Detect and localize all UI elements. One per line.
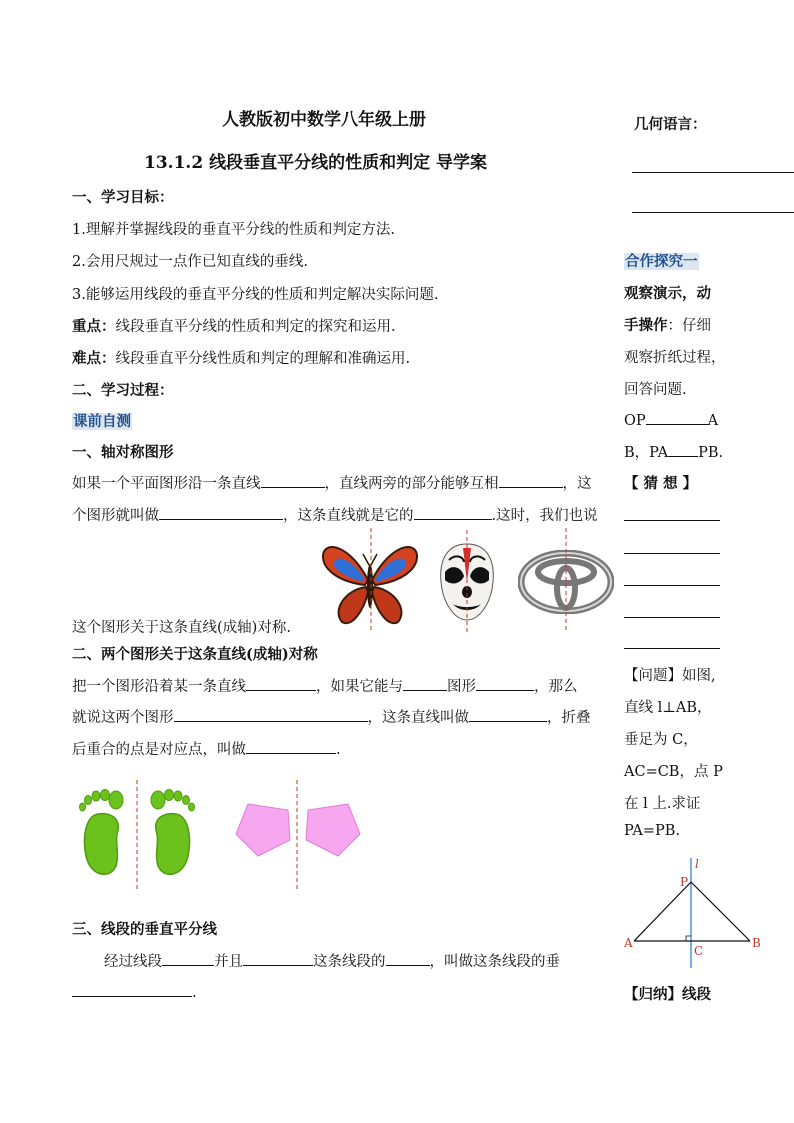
text-segment: PB. xyxy=(698,445,724,461)
axis-paragraph-line1 xyxy=(72,472,592,493)
answer-line[interactable] xyxy=(624,617,720,618)
summary-label: 【归纳】线段 xyxy=(624,986,711,1003)
answer-line[interactable] xyxy=(632,212,794,213)
fill-blank[interactable] xyxy=(246,739,336,754)
precheck-highlight: 课前自测 xyxy=(73,413,131,430)
goal-item: 2.会用尺规过一点作已知直线的垂线. xyxy=(72,254,308,270)
text-segment: ，这 xyxy=(562,476,592,492)
bisector-paragraph-line1 xyxy=(104,950,560,971)
butterfly-axis-line xyxy=(368,528,374,632)
right-angle-mark xyxy=(686,936,691,941)
fill-blank[interactable] xyxy=(162,951,214,966)
pentagon-axis-line xyxy=(294,780,300,892)
text-segment: ：仔细 xyxy=(667,318,711,334)
answer-line[interactable] xyxy=(624,648,720,649)
axis-paragraph-line2 xyxy=(72,504,598,525)
guess-label: 【 猜 想 】 xyxy=(624,475,698,492)
fill-blank[interactable] xyxy=(668,442,698,457)
answer-line[interactable] xyxy=(624,585,720,586)
fill-blank[interactable] xyxy=(646,410,708,425)
key-label: 重点： xyxy=(72,318,116,335)
fill-blank[interactable] xyxy=(476,676,534,691)
label-b: B xyxy=(752,936,761,950)
label-l: l xyxy=(695,857,699,871)
difficulty-text: 线段垂直平分线性质和判定的理解和准确运用. xyxy=(115,351,411,367)
right-footprint-icon xyxy=(146,786,196,882)
problem-line4: AC=CB，点 P xyxy=(624,764,723,780)
fill-blank[interactable] xyxy=(386,951,430,966)
observe-line3: 观察折纸过程， xyxy=(624,350,726,366)
answer-line[interactable] xyxy=(624,520,720,521)
text-segment: 这条线段的 xyxy=(313,954,386,970)
label-c: C xyxy=(694,944,704,958)
text-segment: 手操作 xyxy=(624,317,668,334)
axis-section-title: 一、轴对称图形 xyxy=(72,444,174,461)
text-segment: . xyxy=(336,742,341,758)
two-figures-title: 二、两个图形关于这条直线(成轴)对称 xyxy=(72,646,318,663)
text-segment: 经过线段 xyxy=(104,954,162,970)
text-segment: ，这条直线叫做 xyxy=(367,710,469,726)
two-paragraph-line1 xyxy=(72,675,578,696)
perpendicular-bisector-title: 三、线段的垂直平分线 xyxy=(72,921,217,938)
section-goals-title: 一、学习目标： xyxy=(72,189,174,206)
text-segment: ，折叠 xyxy=(547,710,591,726)
problem-line1: 【问题】如图, xyxy=(624,668,716,684)
mask-axis-line xyxy=(464,530,470,632)
pa-pb-question xyxy=(624,441,723,462)
fill-blank[interactable] xyxy=(246,676,316,691)
text-segment: 图形 xyxy=(447,679,476,695)
observe-line4: 回答问题. xyxy=(624,382,687,398)
text-segment: ，这条直线就是它的 xyxy=(283,508,414,524)
text-segment: ，直线两旁的部分能够互相 xyxy=(324,476,499,492)
section-process-title: 二、学习过程： xyxy=(72,382,174,399)
axis-paragraph-line3: 这个图形关于这条直线(成轴)对称. xyxy=(72,620,291,636)
fill-blank[interactable] xyxy=(72,982,192,997)
segment-pb xyxy=(691,882,750,941)
fill-blank[interactable] xyxy=(403,676,447,691)
text-segment: . xyxy=(192,985,197,1001)
left-footprint-icon xyxy=(78,786,128,882)
page-title: 人教版初中数学八年级上册 xyxy=(222,110,426,130)
text-segment: .这时，我们也说 xyxy=(491,508,598,524)
fill-blank[interactable] xyxy=(469,707,547,722)
logo-axis-line xyxy=(563,528,569,632)
text-segment: A xyxy=(707,413,719,429)
text-segment: B，PA xyxy=(624,445,669,461)
problem-line6: PA=PB. xyxy=(624,823,681,839)
text-segment: 并且 xyxy=(214,954,243,970)
two-paragraph-line3 xyxy=(72,738,341,759)
text-segment: 如果一个平面图形沿一条直线 xyxy=(72,476,261,492)
cooperation-highlight: 合作探究一 xyxy=(625,253,698,270)
label-p: P xyxy=(680,875,689,889)
text-segment: OP xyxy=(624,413,646,429)
difficulty-point xyxy=(72,347,410,368)
cooperation-label xyxy=(624,250,699,271)
fill-blank[interactable] xyxy=(159,505,283,520)
goal-item: 3.能够运用线段的垂直平分线的性质和判定解决实际问题. xyxy=(72,287,439,303)
observe-line1: 观察演示，动 xyxy=(624,285,711,302)
text-segment: ，如果它能与 xyxy=(316,679,403,695)
two-paragraph-line2 xyxy=(72,706,591,727)
right-pentagon-shape xyxy=(302,800,364,860)
segment-pa xyxy=(634,882,691,941)
fill-blank[interactable] xyxy=(243,951,313,966)
fill-blank[interactable] xyxy=(174,707,368,722)
answer-line[interactable] xyxy=(632,172,794,173)
left-pentagon-shape xyxy=(232,800,294,860)
goal-item: 1.理解并掌握线段的垂直平分线的性质和判定方法. xyxy=(72,222,395,238)
text-segment: 个图形就叫做 xyxy=(72,508,159,524)
triangle-figure xyxy=(622,852,772,972)
page-subtitle: 13.1.2 线段垂直平分线的性质和判定 导学案 xyxy=(144,153,487,173)
fill-blank[interactable] xyxy=(499,473,563,488)
answer-line[interactable] xyxy=(624,553,720,554)
text-segment: 就说这两个图形 xyxy=(72,710,174,726)
precheck-label xyxy=(72,410,132,431)
fill-blank[interactable] xyxy=(414,505,492,520)
key-point xyxy=(72,315,396,336)
label-a: A xyxy=(624,936,633,950)
op-question xyxy=(624,410,718,429)
observe-line2 xyxy=(624,314,711,335)
problem-line5: 在 l 上.求证 xyxy=(624,796,701,812)
text-segment: ，叫做这条线段的垂 xyxy=(429,954,560,970)
bisector-paragraph-line2 xyxy=(72,982,197,1001)
problem-line2: 直线 l⊥AB， xyxy=(624,700,712,716)
fill-blank[interactable] xyxy=(261,473,325,488)
footprint-axis-line xyxy=(134,780,140,892)
text-segment: ，那么 xyxy=(534,679,578,695)
text-segment: 后重合的点是对应点，叫做 xyxy=(72,742,246,758)
difficulty-label: 难点： xyxy=(72,350,116,367)
problem-line3: 垂足为 C， xyxy=(624,732,698,748)
geometry-language-label: 几何语言： xyxy=(634,116,707,133)
key-text: 线段垂直平分线的性质和判定的探究和运用. xyxy=(115,319,396,335)
text-segment: 把一个图形沿着某一条直线 xyxy=(72,679,246,695)
